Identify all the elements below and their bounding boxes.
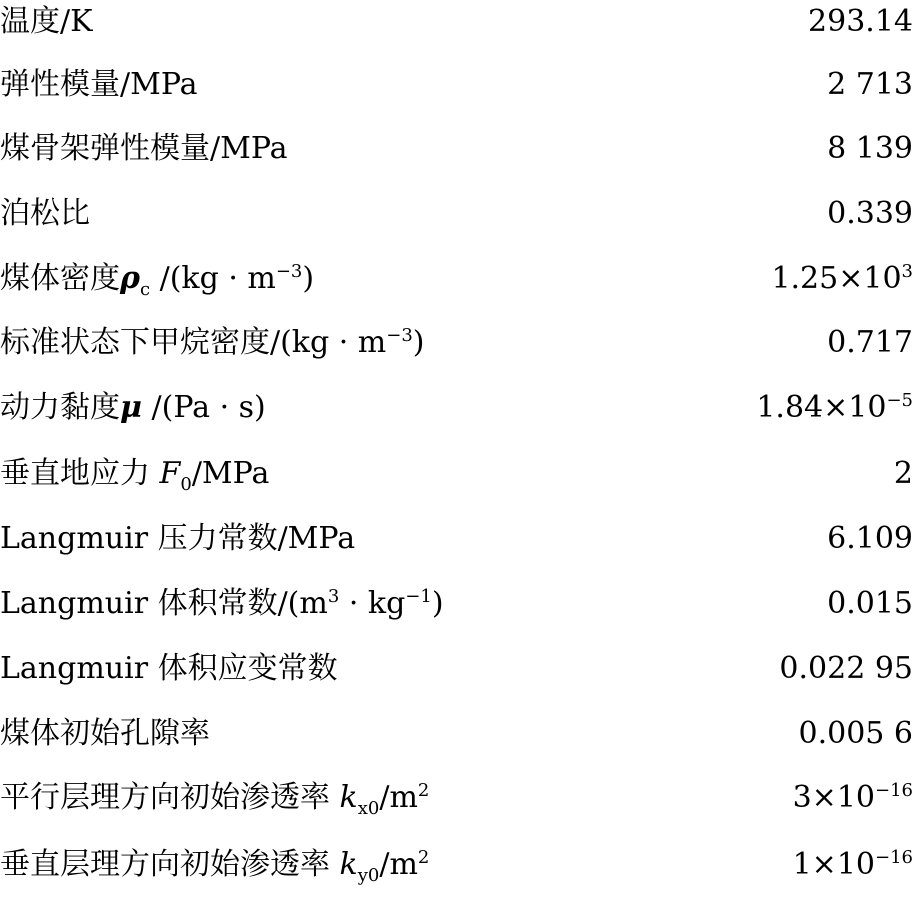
param-name: Langmuir 体积应变常数 <box>0 651 338 686</box>
param-value: $1.84\times 10^{-5}$ <box>756 390 913 425</box>
param-value: $1.25\times 10^3$ <box>771 261 913 296</box>
param-value: 2 713 <box>827 67 913 102</box>
param-value: $1\times 10^{-16}$ <box>792 847 913 882</box>
table-row <box>0 712 915 756</box>
table-row <box>0 452 915 496</box>
table-row <box>0 647 915 691</box>
table-row <box>0 257 915 301</box>
param-value: 8 139 <box>827 131 913 166</box>
param-name: 弹性模量/MPa <box>0 67 198 102</box>
table-row <box>0 843 915 887</box>
table-row <box>0 517 915 561</box>
table-row <box>0 582 915 626</box>
param-value: 6.109 <box>827 521 913 556</box>
param-value: 0.717 <box>827 325 913 360</box>
param-name: Langmuir 压力常数/MPa <box>0 521 356 556</box>
table-row <box>0 321 915 365</box>
param-value: 2 <box>893 456 913 491</box>
param-name: 煤体密度$\rho_c$ $/(kg \cdot m^{-3})$ <box>0 261 315 300</box>
param-name: 煤体初始孔隙率 <box>0 716 210 751</box>
param-name: 煤骨架弹性模量/MPa <box>0 131 288 166</box>
param-value: 0.005 6 <box>798 716 913 751</box>
table-row <box>0 63 915 107</box>
param-name: 垂直地应力 $F_0$/MPa <box>0 456 270 495</box>
param-value: 0.339 <box>827 196 913 231</box>
table-row <box>0 776 915 820</box>
table-row <box>0 386 915 430</box>
table-row <box>0 192 915 236</box>
param-name: 泊松比 <box>0 196 90 231</box>
param-value: 0.022 95 <box>779 651 913 686</box>
table-row <box>0 127 915 171</box>
param-name: 平行层理方向初始渗透率 $k_{x0}/m^2$ <box>0 780 430 819</box>
param-value: $3\times 10^{-16}$ <box>792 780 913 815</box>
param-name: 温度/K <box>0 4 93 39</box>
param-value: 0.015 <box>827 586 913 621</box>
param-name: 垂直层理方向初始渗透率 $k_{y0}/m^2$ <box>0 847 430 886</box>
table-row <box>0 0 915 44</box>
param-name: Langmuir 体积常数$/(m^3 \cdot kg^{-1})$ <box>0 586 444 621</box>
param-name: 标准状态下甲烷密度$/(kg \cdot m^{-3})$ <box>0 325 425 360</box>
param-name: 动力黏度μ /(Pa · s) <box>0 390 266 425</box>
param-value: 293.14 <box>808 4 913 39</box>
